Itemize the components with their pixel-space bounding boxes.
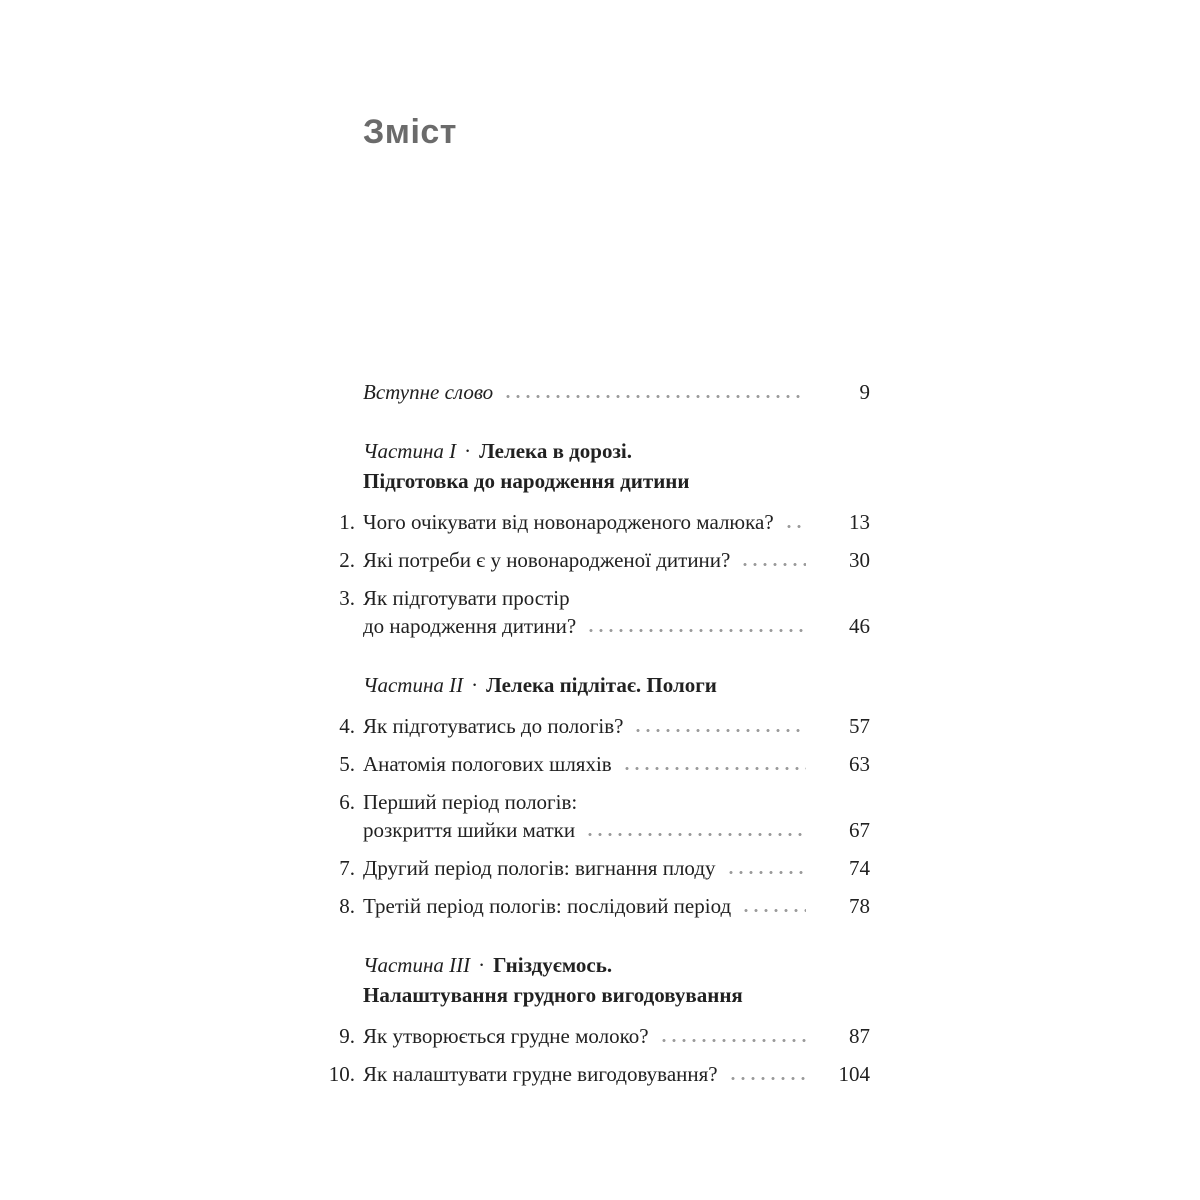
toc-entry (323, 854, 870, 882)
page-number: 87 (849, 1024, 870, 1048)
entry-number: 5. (339, 752, 355, 776)
toc-entry-intro (323, 378, 870, 406)
entry-title: Чого очікувати від новонародженого малюка? (363, 510, 774, 534)
separator-dot: · (471, 673, 479, 697)
content-column (323, 0, 870, 1098)
part-title: Лелека в дорозі. (479, 439, 633, 463)
separator-dot: · (478, 953, 486, 977)
page-number: 57 (849, 714, 870, 738)
dot-leader (585, 832, 806, 837)
entry-number: 2. (339, 548, 355, 572)
page-number: 63 (849, 752, 870, 776)
toc-entry (323, 1060, 870, 1088)
page-number: 104 (838, 1062, 870, 1086)
toc-entry (323, 546, 870, 574)
page-number: 74 (849, 856, 870, 880)
entry-title: Як налаштувати грудне вигодовування? (363, 1062, 718, 1086)
entry-title: Анатомія пологових шляхів (363, 752, 612, 776)
part-title: Лелека підлітає. Пологи (486, 673, 717, 697)
entry-title-line2: до народження дитини? (363, 614, 577, 638)
part-heading-1 (363, 436, 870, 496)
separator-dot: · (464, 439, 472, 463)
dot-leader (784, 524, 806, 529)
entry-title: Як підготуватись до пологів? (363, 714, 624, 738)
part-label: Частина I (363, 439, 457, 463)
part-title-line2: Підготовка до народження дитини (363, 469, 690, 493)
page-number: 46 (849, 614, 870, 638)
dot-leader (741, 908, 806, 913)
dot-leader (726, 870, 806, 875)
toc-entry (323, 750, 870, 778)
part-heading-line1 (363, 670, 870, 700)
dot-leader (503, 394, 806, 399)
entry-title: Як утворюється грудне молоко? (363, 1024, 649, 1048)
entry-number (323, 378, 363, 406)
toc-entry (323, 712, 870, 740)
page-number: 30 (849, 548, 870, 572)
part-heading-line1 (363, 436, 870, 466)
entry-number: 7. (339, 856, 355, 880)
part-heading-3 (363, 950, 870, 1010)
dot-leader (740, 562, 806, 567)
dot-leader (586, 628, 806, 633)
dot-leader (633, 728, 806, 733)
entry-number: 9. (339, 1024, 355, 1048)
part-label: Частина III (363, 953, 471, 977)
entry-number: 3. (339, 586, 355, 610)
part-heading-line1 (363, 950, 870, 980)
entry-number: 10. (328, 1062, 355, 1086)
part-title: Гніздуємось. (493, 953, 613, 977)
part-label: Частина II (363, 673, 464, 697)
entry-number: 4. (339, 714, 355, 738)
toc-entry (323, 508, 870, 536)
page-title: Зміст (363, 113, 457, 151)
dot-leader (728, 1076, 806, 1081)
page-number: 67 (849, 818, 870, 842)
entry-title: Другий період пологів: вигнання плоду (363, 856, 716, 880)
toc-entry (323, 788, 870, 844)
entry-title-line1: Перший період пологів: (363, 790, 578, 814)
page-number: 78 (849, 894, 870, 918)
part-heading-2 (363, 670, 870, 700)
entry-number: 1. (339, 510, 355, 534)
toc-entry (323, 892, 870, 920)
entry-title-line1: Як підготувати простір (363, 586, 570, 610)
entry-number: 6. (339, 790, 355, 814)
page-number: 13 (849, 510, 870, 534)
entry-title-line2: розкриття шийки матки (363, 818, 576, 842)
entry-title: Третій період пологів: послідовий період (363, 894, 732, 918)
dot-leader (659, 1038, 806, 1043)
toc-entry (323, 584, 870, 640)
part-title-line2: Налаштування грудного вигодовування (363, 983, 743, 1007)
dot-leader (622, 766, 806, 771)
entry-title: Які потреби є у новонародженої дитини? (363, 548, 731, 572)
page-number: 9 (859, 380, 870, 404)
entry-number: 8. (339, 894, 355, 918)
entry-title: Вступне слово (363, 380, 494, 404)
toc-entry (323, 1022, 870, 1050)
